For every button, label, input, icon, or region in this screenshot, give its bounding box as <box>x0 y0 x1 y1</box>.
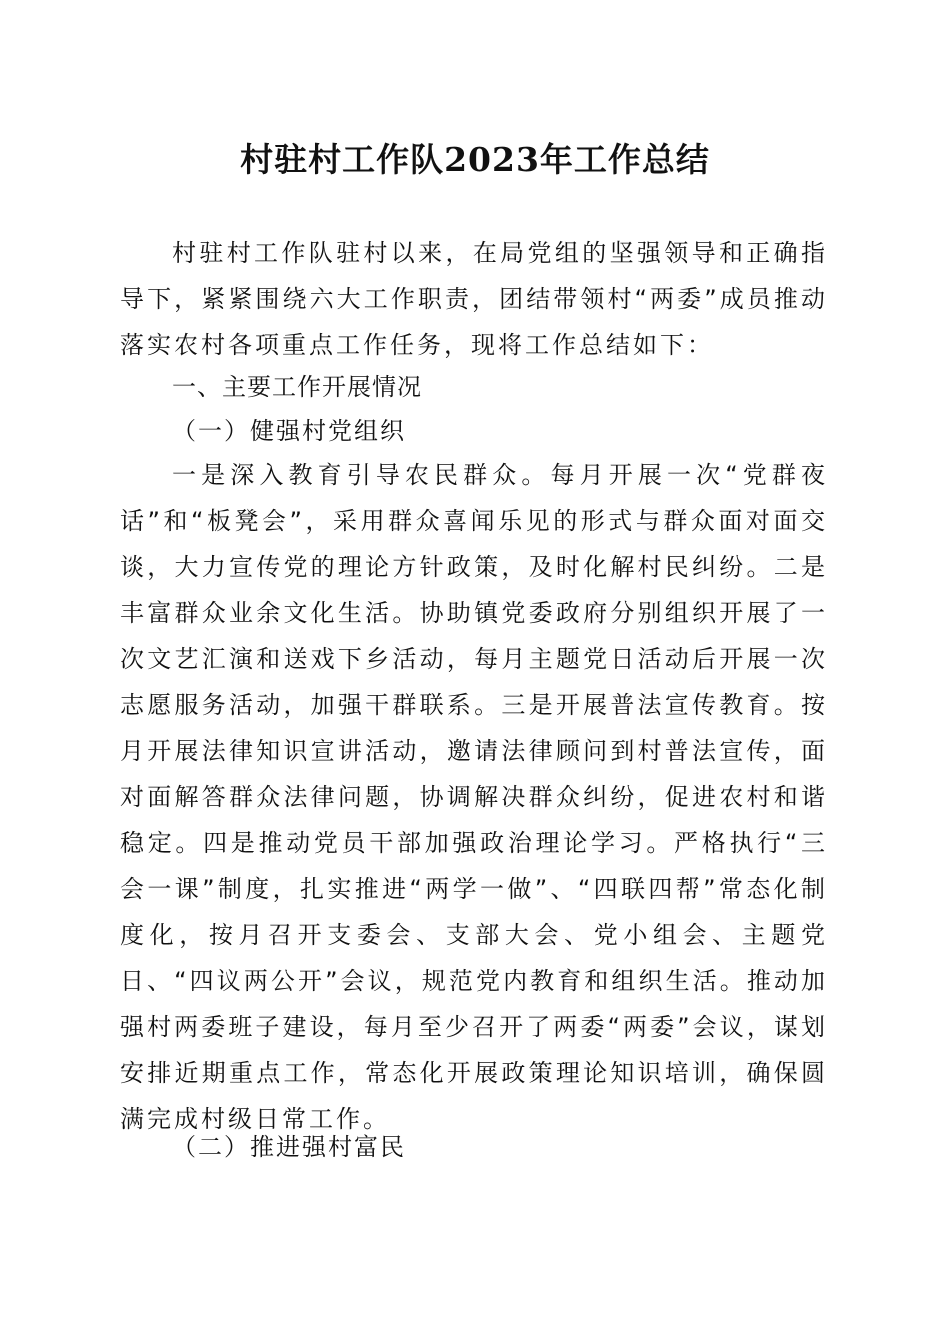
subsection-heading-party-organization: （一）健强村党组织 <box>172 417 406 445</box>
section-heading-main-work: 一、主要工作开展情况 <box>172 373 422 401</box>
intro-paragraph: 村驻村工作队驻村以来，在局党组的坚强领导和正确指导下，紧紧围绕六大工作职责，团结带领村“两委”成员推动落实农村各项重点工作任务，现将工作总结如下： <box>120 239 828 359</box>
subsection-body-paragraph: 一是深入教育引导农民群众。每月开展一次“党群夜话”和“板凳会”，采用群众喜闻乐见的形式与群众面对面交谈，大力宣传党的理论方针政策，及时化解村民纠纷。二是丰富群众业余文化生活。协助镇党委政府分别组织开展了一次文艺汇演和送戏下乡活动，每月主题党日活动后开展一次志愿服务活动，加强干群联系。三是开展普法宣传教育。按月开展法律知识宣讲活动，邀请法律顾问到村普法宣传，面对面解答群众法律问题，协调解决群众纠纷，促进农村和谐稳定。四是推动党员干部加强政治理论学习。严格执行“三会一课”制度，扎实推进“两学一做”、“四联四帮”常态化制度化，按月召开支委会、支部大会、党小组会、主题党日、“四议两公开”会议，规范党内教育和组织生活。推动加强村两委班子建设，每月至少召开了两委“两委”会议，谋划安排近期重点工作，常态化开展政策理论知识培训，确保圆满完成村级日常工作。 <box>120 461 828 1133</box>
subsection-heading-strengthen-village: （二）推进强村富民 <box>172 1133 406 1161</box>
document-title: 村驻村工作队2023年工作总结 <box>240 140 710 179</box>
